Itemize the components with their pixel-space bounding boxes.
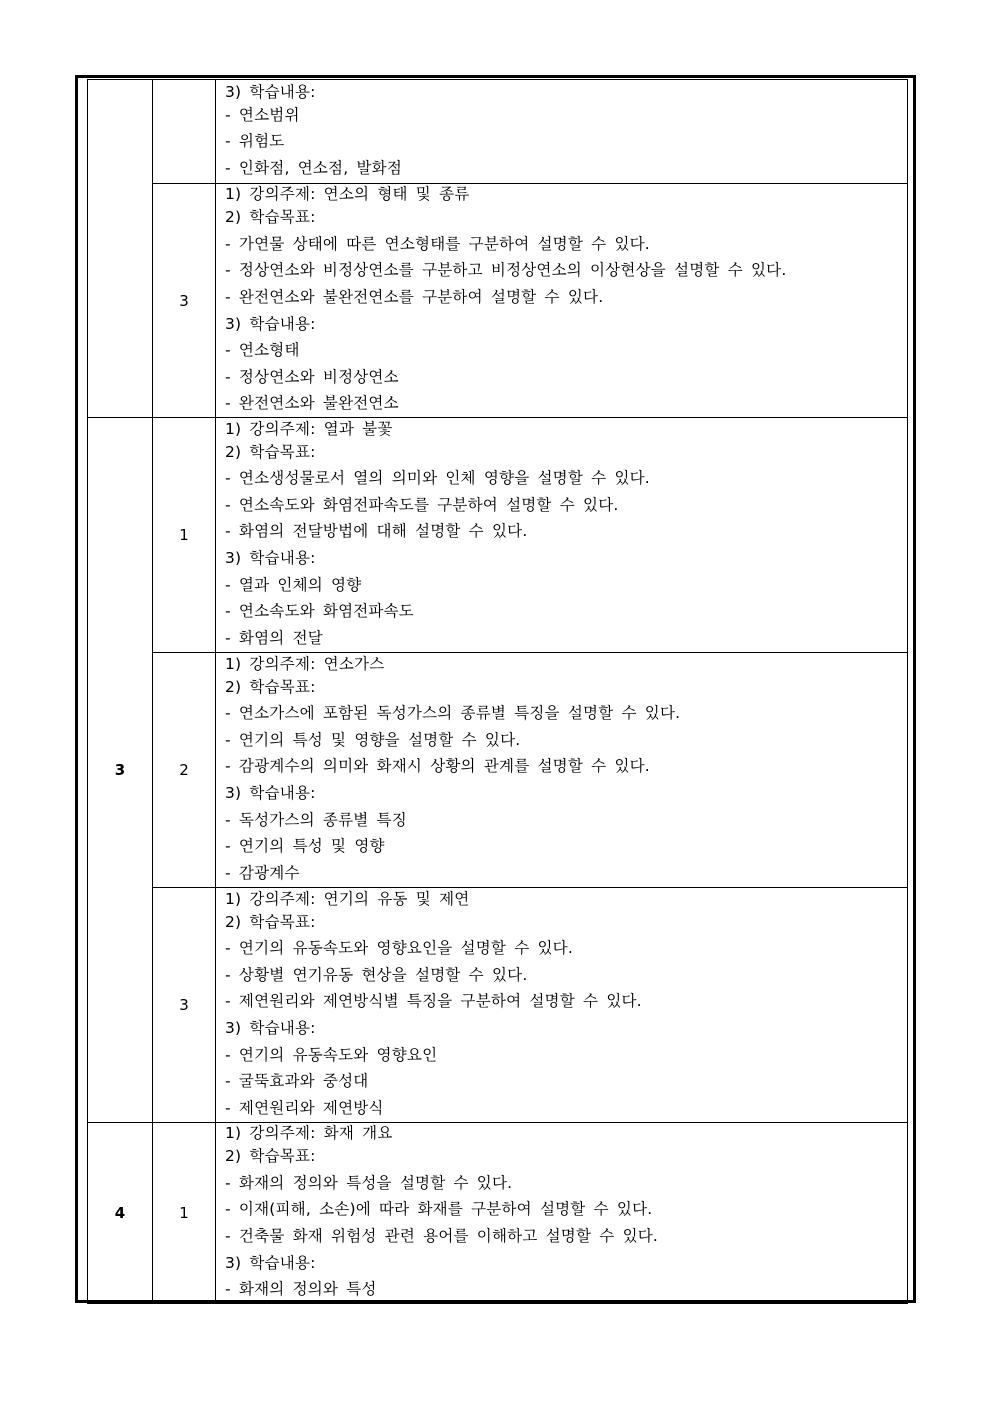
content-line: - 연기의 유동속도와 영향요인을 설명할 수 있다. xyxy=(225,939,573,958)
content-line: - 열과 인체의 영향 xyxy=(225,575,362,594)
content-line: - 위험도 xyxy=(225,132,285,151)
content-line: - 독성가스의 종류별 특징 xyxy=(225,810,407,829)
content-cell xyxy=(216,1123,908,1304)
week-cell xyxy=(88,80,153,418)
content-cell xyxy=(216,888,908,1123)
content-line: - 연기의 특성 및 영향을 설명할 수 있다. xyxy=(225,730,521,749)
content-line: - 인화점, 연소점, 발화점 xyxy=(225,158,402,177)
content-line: - 화재의 정의와 특성 xyxy=(225,1280,377,1299)
content-line: - 감광계수의 의미와 화재시 상황의 관계를 설명할 수 있다. xyxy=(225,757,650,776)
content-line: 1) 강의주제: 연소의 형태 및 종류 xyxy=(225,185,470,204)
table-row xyxy=(88,888,908,1123)
content-line: 1) 강의주제: 화재 개요 xyxy=(225,1124,393,1143)
content-line: - 정상연소와 비정상연소를 구분하고 비정상연소의 이상현상을 설명할 수 있다. xyxy=(225,261,787,280)
content-line: 3) 학습내용: xyxy=(225,1253,316,1272)
content-line: 3) 학습내용: xyxy=(225,549,316,567)
syllabus-table xyxy=(87,79,908,1304)
content-cell xyxy=(216,80,908,184)
content-line: - 제연원리와 제연방식별 특징을 구분하여 설명할 수 있다. xyxy=(225,992,642,1011)
content-cell xyxy=(216,418,908,653)
content-line: - 연소속도와 화염전파속도를 구분하여 설명할 수 있다. xyxy=(225,495,619,514)
content-line: 1) 강의주제: 열과 불꽃 xyxy=(225,419,393,438)
content-line: - 굴뚝효과와 중성대 xyxy=(225,1072,369,1091)
content-line: - 감광계수 xyxy=(225,863,300,882)
content-line: 1) 강의주제: 연소가스 xyxy=(225,654,385,673)
content-line: 3) 학습내용: xyxy=(225,784,316,802)
content-line: 3) 학습내용: xyxy=(225,82,316,101)
content-line: 2) 학습목표: xyxy=(225,1147,316,1166)
content-cell xyxy=(216,184,908,418)
content-line: - 화염의 전달 xyxy=(225,628,323,647)
content-line: 3) 학습내용: xyxy=(225,1019,316,1037)
content-line: - 상황별 연기유동 현상을 설명할 수 있다. xyxy=(225,965,528,984)
table-row xyxy=(88,184,908,418)
content-line: - 가연물 상태에 따른 연소형태를 구분하여 설명할 수 있다. xyxy=(225,234,650,253)
content-cell xyxy=(216,653,908,888)
content-line: 2) 학습목표: xyxy=(225,912,316,931)
content-line: - 이재(피해, 소손)에 따라 화재를 구분하여 설명할 수 있다. xyxy=(225,1200,653,1219)
content-line: - 완전연소와 불완전연소 xyxy=(225,394,399,413)
content-line: - 연소범위 xyxy=(225,105,300,124)
content-line: 1) 강의주제: 연기의 유동 및 제연 xyxy=(225,889,470,908)
content-line: - 제연원리와 제연방식 xyxy=(225,1098,384,1117)
content-line: - 연소형태 xyxy=(225,341,300,360)
week-cell: 4 xyxy=(88,1123,153,1304)
table-row xyxy=(88,1123,908,1304)
content-line: 2) 학습목표: xyxy=(225,442,316,461)
table-row xyxy=(88,418,908,653)
content-line: - 연소생성물로서 열의 의미와 인체 영향을 설명할 수 있다. xyxy=(225,469,650,488)
content-line: - 연기의 유동속도와 영향요인 xyxy=(225,1045,438,1064)
session-cell: 1 xyxy=(153,418,216,653)
content-line: 2) 학습목표: xyxy=(225,208,316,227)
content-line: 2) 학습목표: xyxy=(225,677,316,696)
content-line: - 연기의 특성 및 영향 xyxy=(225,837,385,856)
session-cell: 2 xyxy=(153,653,216,888)
content-line: - 정상연소와 비정상연소 xyxy=(225,367,399,386)
content-line: - 건축물 화재 위험성 관련 용어를 이해하고 설명할 수 있다. xyxy=(225,1227,659,1245)
session-cell xyxy=(153,80,216,184)
content-line: - 연소속도와 화염전파속도 xyxy=(225,602,414,621)
content-line: - 화염의 전달방법에 대해 설명할 수 있다. xyxy=(225,522,528,541)
content-line: - 연소가스에 포함된 독성가스의 종류별 특징을 설명할 수 있다. xyxy=(225,704,681,723)
week-cell: 3 xyxy=(88,418,153,1123)
session-cell: 3 xyxy=(153,888,216,1123)
content-line: - 완전연소와 불완전연소를 구분하여 설명할 수 있다. xyxy=(225,287,604,306)
session-cell: 1 xyxy=(153,1123,216,1304)
table-row xyxy=(88,80,908,184)
content-line: 3) 학습내용: xyxy=(225,314,316,333)
table-row xyxy=(88,653,908,888)
session-cell: 3 xyxy=(153,184,216,418)
content-line: - 화재의 정의와 특성을 설명할 수 있다. xyxy=(225,1173,513,1192)
